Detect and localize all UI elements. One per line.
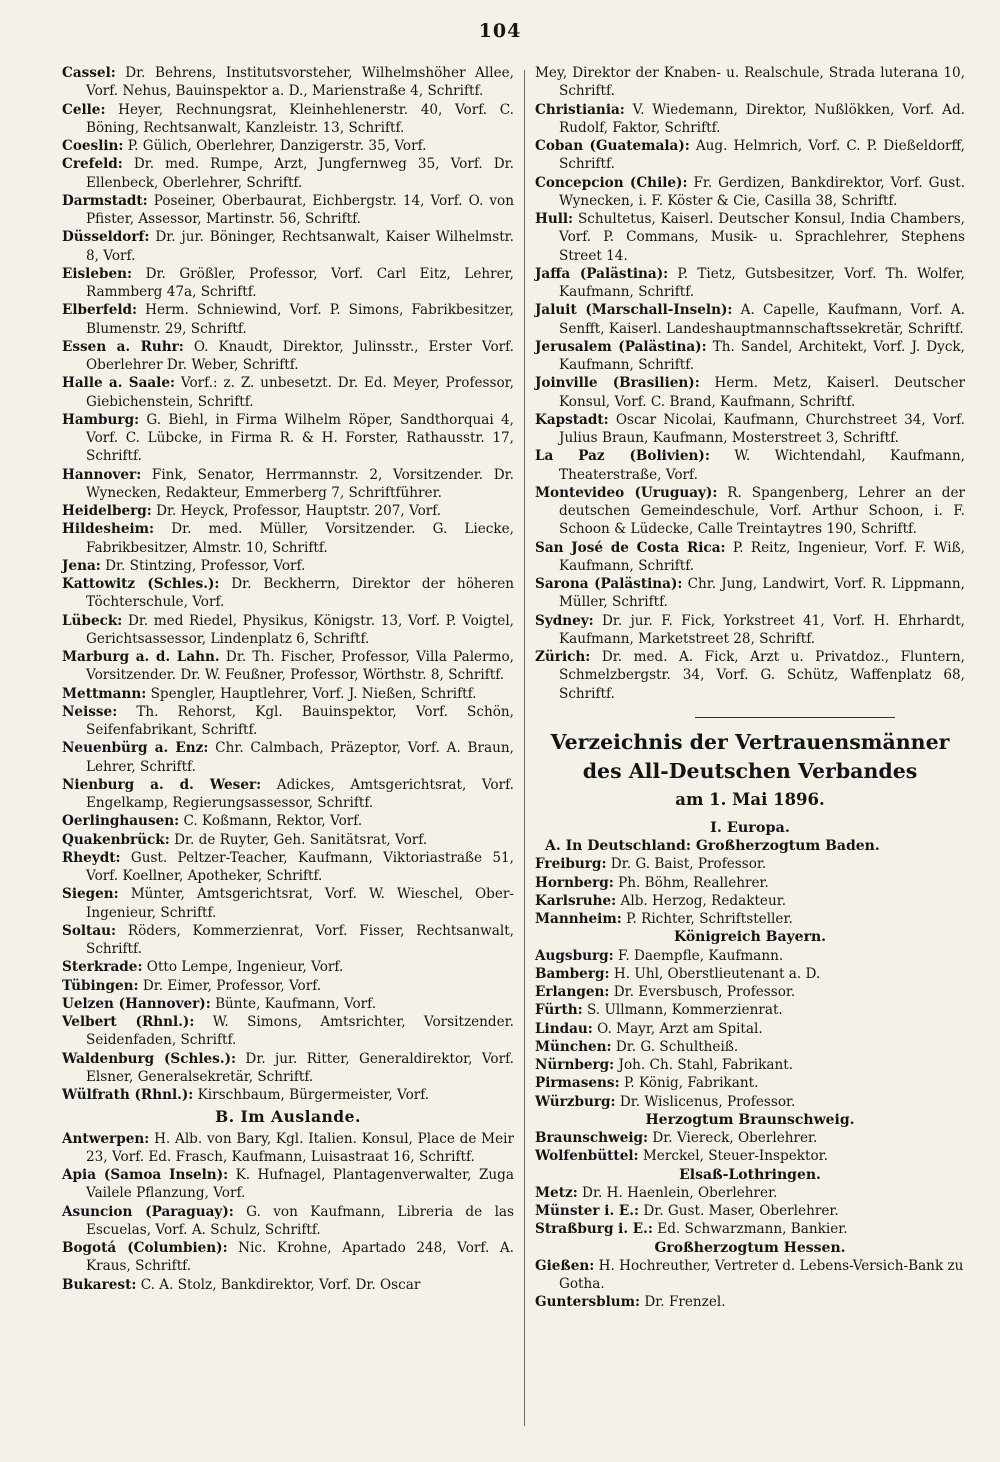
directory-entry (62, 831, 514, 849)
directory-entry (535, 1074, 965, 1092)
entry-place: Metz: (535, 1184, 578, 1201)
directory-entry (62, 301, 514, 338)
entry-place: Lindau: (535, 1020, 593, 1037)
entry-place: Hildesheim: (62, 521, 155, 538)
directory-entry (535, 301, 965, 338)
entry-place: Marburg a. d. Lahn. (62, 649, 220, 665)
directory-entry (62, 849, 514, 886)
entry-text: K. Hufnagel, Plantagenverwalter, Zuga Vailele Pflanzung, Vorf. (86, 1167, 514, 1202)
directory-entry (535, 1056, 965, 1074)
entry-place: Mannheim: (535, 911, 622, 927)
entry-place: Antwerpen: (62, 1130, 150, 1147)
entry-place: Sarona (Palästina): (535, 576, 683, 592)
entry-text: S. Ullmann, Kommerzienrat. (586, 1002, 783, 1019)
entry-text: C. A. Stolz, Bankdirektor, Vorf. Dr. Oscar (140, 1276, 421, 1293)
directory-entry (535, 539, 965, 576)
entry-text: W. Simons, Amtsrichter, Vorsitzender. Seidenfaden, Schriftf. (86, 1014, 514, 1049)
directory-entry (62, 1276, 514, 1294)
entry-place: Hornberg: (535, 874, 614, 891)
braunschweig-list (535, 1129, 965, 1166)
directory-entry (535, 174, 965, 211)
directory-entry (62, 885, 514, 922)
entry-text: Spengler, Hauptlehrer, Vorf. J. Nießen, Schriftf. (150, 685, 477, 702)
entry-text: P. Tietz, Gutsbesitzer, Vorf. Th. Wolfer, Kaufmann, Schriftf. (559, 265, 965, 300)
directory-entry (535, 1257, 965, 1294)
entry-place: Waldenburg (Schles.): (62, 1050, 237, 1067)
directory-entry (62, 520, 514, 557)
entry-text: Herm. Metz, Kaiserl. Deutscher Konsul, Vorf. C. Brand, Kaufmann, Schriftf. (559, 375, 966, 410)
entry-text: Dr. jur. Ritter, Generaldirektor, Vorf. Elsner, Generalsekretär, Schriftf. (86, 1050, 514, 1085)
column-divider (524, 70, 525, 1426)
entry-place: Tübingen: (62, 977, 139, 994)
entry-place: Wülfrath (Rhnl.): (62, 1087, 194, 1103)
entry-text: Dr. med. Rumpe, Arzt, Jungfernweg 35, Vorf. Dr. Ellenbeck, Oberlehrer, Schriftf. (86, 156, 514, 191)
directory-entry (62, 1239, 514, 1276)
entry-place: Hannover: (62, 466, 142, 483)
directory-entry (535, 411, 965, 448)
entry-text: Dr. jur. F. Fick, Yorkstreet 41, Vorf. H. Ehrhardt, Kaufmann, Marketstreet 28, Schriftf. (559, 612, 965, 647)
directory-entry (535, 374, 965, 411)
directory-entry (62, 64, 514, 101)
directory-entry (62, 958, 514, 976)
directory-entry (62, 1086, 514, 1104)
country-heading: A. In Deutschland: Großherzogtum Baden. (545, 838, 880, 854)
entry-place: Guntersblum: (535, 1294, 641, 1311)
entry-text: H. Hochreuther, Vertreter d. Lebens-Versich-Bank zu Gotha. (559, 1257, 964, 1292)
entry-place: Coban (Guatemala): (535, 138, 690, 154)
directory-entry (535, 484, 965, 539)
directory-entry (62, 1050, 514, 1087)
entry-place: Quakenbrück: (62, 831, 170, 848)
entry-place: Essen a. Ruhr: (62, 338, 184, 355)
directory-entry (62, 648, 514, 685)
entry-text: Dr. med. A. Fick, Arzt u. Privatdoz., Fluntern, Schmelzbergstr. 34, Vorf. G. Schütz, Waffenplatz 68, Schriftf. (559, 649, 965, 702)
braunschweig-heading: Herzogtum Braunschweig. (645, 1111, 855, 1128)
entry-place: Gießen: (535, 1257, 595, 1274)
directory-entry (535, 101, 965, 138)
directory-entry (535, 648, 965, 703)
entry-place: Erlangen: (535, 984, 610, 1000)
entry-place: Cassel: (62, 65, 116, 81)
directory-entry (535, 910, 965, 928)
directory-entry (62, 192, 514, 229)
entry-place: Münster i. E.: (535, 1203, 640, 1219)
entry-place: Augsburg: (535, 947, 614, 964)
directory-entry (62, 101, 514, 138)
entry-text: Nic. Krohne, Apartado 248, Vorf. A. Kraus, Schriftf. (86, 1240, 514, 1275)
directory-entry (535, 983, 965, 1001)
entry-text: Merckel, Steuer-Inspektor. (642, 1148, 828, 1165)
directory-entry (62, 1166, 514, 1203)
entry-place: Bukarest: (62, 1276, 137, 1293)
directory-entry (62, 466, 514, 503)
right-column (535, 64, 965, 1312)
left-column (62, 64, 514, 1294)
directory-entry (535, 210, 965, 265)
baden-list (535, 855, 965, 928)
directory-entry (62, 612, 514, 649)
entry-place: Bamberg: (535, 965, 610, 982)
directory-entry (535, 1293, 965, 1311)
entry-text: Alb. Herzog, Redakteur. (620, 892, 787, 909)
entry-place: Bogotá (Columbien): (62, 1240, 228, 1256)
directory-entry (62, 265, 514, 302)
entry-place: Darmstadt: (62, 192, 148, 209)
entry-text: Otto Lempe, Ingenieur, Vorf. (146, 959, 344, 976)
entry-text: Th. Sandel, Architekt, Vorf. J. Dyck, Kaufmann, Schriftf. (559, 338, 965, 373)
entry-text: P. König, Fabrikant. (623, 1075, 759, 1092)
entry-text: Chr. Calmbach, Präzeptor, Vorf. A. Braun, Lehrer, Schriftf. (86, 740, 514, 775)
entry-text: Dr. Eimer, Professor, Vorf. (142, 977, 322, 994)
entry-text: Dr. Frenzel. (644, 1294, 726, 1311)
entry-place: Concepcion (Chile): (535, 174, 688, 191)
entry-text: H. Alb. von Bary, Kgl. Italien. Konsul, Place de Meir 23, Vorf. Ed. Frasch, Kaufmann, Luisastraat 16, Schriftf. (86, 1130, 514, 1165)
directory-entry (62, 1013, 514, 1050)
directory-entry (535, 1129, 965, 1147)
directory-entry (535, 1147, 965, 1165)
directory-entry (62, 739, 514, 776)
entry-place: Rheydt: (62, 849, 121, 866)
list-date: am 1. Mai 1896. (675, 789, 825, 809)
entry-text: Dr. Beckherrn, Direktor der höheren Töchterschule, Vorf. (86, 576, 515, 611)
entry-text: Dr. Gust. Maser, Oberlehrer. (643, 1203, 839, 1219)
hessen-heading: Großherzogtum Hessen. (654, 1239, 846, 1256)
entry-place: Nürnberg: (535, 1057, 615, 1073)
entry-place: Kattowitz (Schles.): (62, 576, 220, 592)
directory-entry (62, 776, 514, 813)
entry-text: Röders, Kommerzienrat, Vorf. Fisser, Rechtsanwalt, Schriftf. (86, 922, 514, 957)
entry-text: G. von Kaufmann, Libreria de las Escuelas, Vorf. A. Schulz, Schriftf. (86, 1203, 514, 1238)
elsass-heading: Elsaß-Lothringen. (679, 1166, 821, 1183)
directory-entry (62, 1203, 514, 1240)
directory-entry (535, 1020, 965, 1038)
entry-place: Lübeck: (62, 612, 123, 629)
entry-place: Braunschweig: (535, 1130, 649, 1146)
entry-text: Dr. Eversbusch, Professor. (613, 984, 796, 1000)
directory-entry (62, 338, 514, 375)
directory-entry (535, 874, 965, 892)
entry-place: Elberfeld: (62, 302, 138, 319)
directory-entry (62, 922, 514, 959)
entry-text: Dr. Wislicenus, Professor. (619, 1093, 796, 1110)
entry-place: San José de Costa Rica: (535, 539, 726, 556)
entry-place: Pirmasens: (535, 1075, 620, 1092)
entry-place: Joinville (Brasilien): (535, 375, 700, 392)
entry-text: P. Gülich, Oberlehrer, Danzigerstr. 35, Vorf. (127, 138, 427, 154)
entry-place: Eisleben: (62, 265, 133, 282)
entry-text: F. Daempfle, Kaufmann. (618, 947, 784, 964)
entry-text: Dr. H. Haenlein, Oberlehrer. (582, 1184, 778, 1201)
entry-text: Chr. Jung, Landwirt, Vorf. R. Lippmann, Müller, Schriftf. (559, 576, 966, 611)
entry-place: Jerusalem (Palästina): (535, 338, 707, 355)
entry-place: Düsseldorf: (62, 229, 150, 246)
list-title-line-1: Verzeichnis der Vertrauensmänner (550, 729, 950, 754)
entry-place: Soltau: (62, 922, 117, 939)
entry-place: Würzburg: (535, 1093, 616, 1110)
directory-entry (535, 137, 965, 174)
entry-place: Kapstadt: (535, 411, 609, 428)
entry-text: Fink, Senator, Herrmannstr. 2, Vorsitzender. Dr. Wynecken, Redakteur, Emmerberg 7, Schriftführer. (86, 466, 514, 501)
entry-text: Fr. Gerdizen, Bankdirektor, Vorf. Gust. Wynecken, i. F. Köster & Cie, Casilla 38, Schriftf. (559, 174, 966, 209)
entry-text: Dr. Th. Fischer, Professor, Villa Palermo, Vorsitzender. Dr. W. Feußner, Professor, Wörthstr. 8, Schriftf. (86, 649, 514, 684)
entry-text: O. Knaudt, Direktor, Julinsstr., Erster Vorf. Oberlehrer Dr. Weber, Schriftf. (86, 338, 515, 373)
entry-place: Zürich: (535, 649, 591, 665)
entry-place: Hamburg: (62, 411, 140, 428)
directory-entry (535, 947, 965, 965)
entry-text: Joh. Ch. Stahl, Fabrikant. (618, 1057, 794, 1073)
entry-text: G. Biehl, in Firma Wilhelm Röper, Sandthorquai 4, Vorf. C. Lübcke, in Firma R. & H. Forster, Rathausstr. 17, Schriftf. (86, 411, 515, 465)
directory-entry (62, 703, 514, 740)
entry-text: Dr. Behrens, Institutsvorsteher, Wilhelmshöher Allee, Vorf. Nehus, Bauinspektor a. D., Marienstraße 4, Schriftf. (86, 65, 514, 100)
entry-text: Gust. Peltzer-Teacher, Kaufmann, Viktoriastraße 51, Vorf. Koellner, Apotheker, Schriftf. (86, 849, 514, 884)
directory-entry (62, 685, 514, 703)
entry-place: Neisse: (62, 703, 118, 720)
directory-entry (535, 64, 965, 101)
directory-entry (62, 155, 514, 192)
entry-text: Mey, Direktor der Knaben- u. Realschule, Strada luterana 10, Schriftf. (535, 65, 965, 100)
entry-text: Dr. de Ruyter, Geh. Sanitätsrat, Vorf. (174, 831, 428, 848)
abroad-heading: B. Im Auslande. (215, 1107, 361, 1127)
directory-entry (535, 338, 965, 375)
entry-place: Karlsruhe: (535, 892, 617, 909)
bayern-heading: Königreich Bayern. (673, 929, 827, 946)
entry-place: Velbert (Rhnl.): (62, 1014, 195, 1030)
entry-text: Ph. Böhm, Reallehrer. (618, 874, 769, 891)
directory-entry (535, 612, 965, 649)
directory-entry (62, 575, 514, 612)
directory-entry (535, 1184, 965, 1202)
entry-place: Jaffa (Palästina): (535, 265, 669, 282)
entry-text: W. Wichtendahl, Kaufmann, Theaterstraße, Vorf. (559, 448, 966, 483)
entry-text: Heyer, Rechnungsrat, Kleinhehlenerstr. 40, Vorf. C. Böning, Rechtsanwalt, Kanzleistr. 13, Schriftf. (86, 101, 514, 136)
entry-place: Halle a. Saale: (62, 375, 176, 392)
entry-text: Ed. Schwarzmann, Bankier. (657, 1221, 848, 1238)
directory-entry (535, 965, 965, 983)
entry-text: Th. Rehorst, Kgl. Bauinspektor, Vorf. Schön, Seifenfabrikant, Schriftf. (86, 703, 514, 738)
directory-entry (535, 575, 965, 612)
region-heading: I. Europa. (710, 818, 790, 836)
entry-text: Dr. Viereck, Oberlehrer. (652, 1130, 818, 1146)
entry-place: Apia (Samoa Inseln): (62, 1167, 229, 1183)
directory-entry (62, 977, 514, 995)
entry-text: O. Mayr, Arzt am Spital. (597, 1020, 763, 1037)
entry-place: Montevideo (Uruguay): (535, 484, 718, 501)
entry-place: Nienburg a. d. Weser: (62, 776, 262, 793)
directory-entry (535, 855, 965, 873)
entry-text: Dr. Heyck, Professor, Hauptstr. 207, Vorf. (156, 503, 442, 519)
entry-text: R. Spangenberg, Lehrer an der deutschen Gemeindeschule, Vorf. Arthur Schoon, i. F. Schoon & Lüdecke, Calle Treintaytres 190, Schriftf. (559, 484, 965, 538)
page-number: 104 (478, 20, 522, 42)
entry-text: Poseiner, Oberbaurat, Eichbergstr. 14, Vorf. O. von Pfister, Assessor, Martinstr. 56, Schriftf. (86, 192, 514, 227)
entry-text: Kirschbaum, Bürgermeister, Vorf. (197, 1087, 430, 1103)
entry-text: Dr. G. Baist, Professor. (610, 856, 767, 873)
directory-entry (62, 1130, 514, 1167)
bayern-list (535, 947, 965, 1111)
entry-place: München: (535, 1038, 612, 1055)
directory-entry (535, 892, 965, 910)
directory-entry (535, 1220, 965, 1238)
entry-text: Dr. G. Schultheiß. (615, 1038, 739, 1055)
hessen-list (535, 1257, 965, 1312)
directory-entry (62, 374, 514, 411)
entry-text: Schultetus, Kaiserl. Deutscher Konsul, India Chambers, Vorf. P. Commans, Musik- u. Sprachlehrer, Stephens Street 14. (559, 211, 966, 264)
entry-place: Sterkrade: (62, 959, 143, 976)
entry-place: Celle: (62, 101, 106, 118)
entry-place: Coeslin: (62, 138, 124, 154)
entry-text: Herm. Schniewind, Vorf. P. Simons, Fabrikbesitzer, Blumenstr. 29, Schriftf. (86, 302, 514, 337)
entry-text: Dr. Größler, Professor, Vorf. Carl Eitz, Lehrer, Rammberg 47a, Schriftf. (86, 265, 514, 300)
entry-text: Dr. med Riedel, Physikus, Königstr. 13, Vorf. P. Voigtel, Gerichtsassessor, Lindenplatz 6, Schriftf. (86, 612, 514, 647)
directory-entry (62, 411, 514, 466)
directory-entry (535, 447, 965, 484)
entry-text: H. Uhl, Oberstlieutenant a. D. (613, 965, 821, 982)
entry-place: Neuenbürg a. Enz: (62, 740, 209, 757)
directory-entry (535, 1001, 965, 1019)
directory-entry (62, 228, 514, 265)
entry-text: Dr. Stintzing, Professor, Vorf. (105, 557, 306, 574)
entry-place: Mettmann: (62, 685, 147, 702)
entry-place: Hull: (535, 211, 574, 227)
entry-place: Heidelberg: (62, 503, 152, 519)
entry-text: Bünte, Kaufmann, Vorf. (215, 995, 377, 1012)
entry-text: Adickes, Amtsgerichtsrat, Vorf. Engelkamp, Regierungsassessor, Schriftf. (86, 776, 514, 811)
entry-place: Freiburg: (535, 856, 607, 873)
entry-place: Uelzen (Hannover): (62, 995, 211, 1012)
abroad-entry-list (62, 1130, 514, 1294)
entry-place: Fürth: (535, 1002, 583, 1019)
entry-list (62, 64, 514, 1104)
directory-entry (535, 265, 965, 302)
directory-entry (62, 137, 514, 155)
entry-text: P. Reitz, Ingenieur, Vorf. F. Wiß, Kaufmann, Schriftf. (559, 539, 965, 574)
directory-entry (535, 1202, 965, 1220)
entry-place: Oerlinghausen: (62, 813, 180, 830)
continued-entry-list (535, 64, 965, 703)
elsass-list (535, 1184, 965, 1239)
directory-entry (62, 812, 514, 830)
entry-place: Siegen: (62, 886, 119, 903)
entry-text: Aug. Helmrich, Vorf. C. P. Dießeldorff, Schriftf. (559, 138, 966, 173)
entry-place: Jena: (62, 557, 101, 574)
list-title-line-2: des All-Deutschen Verbandes (582, 758, 918, 783)
entry-place: Asuncion (Paraguay): (62, 1203, 234, 1220)
entry-place: Straßburg i. E.: (535, 1221, 653, 1238)
directory-entry (62, 502, 514, 520)
directory-entry (535, 1038, 965, 1056)
entry-place: Christiania: (535, 101, 625, 118)
entry-text: Vorf.: z. Z. unbesetzt. Dr. Ed. Meyer, Professor, Giebichenstein, Schriftf. (86, 375, 514, 410)
entry-text: Dr. jur. Böninger, Rechtsanwalt, Kaiser Wilhelmstr. 8, Vorf. (86, 229, 514, 264)
entry-place: La Paz (Bolivien): (535, 448, 710, 465)
entry-text: A. Capelle, Kaufmann, Vorf. A. Senfft, Kaiserl. Landeshauptmannschaftssekretär, Schriftf. (559, 302, 965, 337)
entry-text: P. Richter, Schriftsteller. (626, 911, 793, 927)
directory-entry (62, 995, 514, 1013)
entry-place: Jaluit (Marschall-Inseln): (535, 302, 733, 319)
entry-place: Sydney: (535, 612, 594, 629)
entry-text: Dr. med. Müller, Vorsitzender. G. Liecke, Fabrikbesitzer, Almstr. 10, Schriftf. (86, 521, 514, 556)
entry-text: Oscar Nicolai, Kaufmann, Churchstreet 34, Vorf. Julius Braun, Kaufmann, Mosterstreet 3, Schriftf. (559, 411, 966, 446)
entry-text: V. Wiedemann, Direktor, Nußlökken, Vorf. Ad. Rudolf, Faktor, Schriftf. (559, 101, 965, 136)
entry-place: Crefeld: (62, 156, 123, 173)
section-rule (695, 717, 895, 718)
entry-place: Wolfenbüttel: (535, 1148, 639, 1165)
directory-entry (62, 557, 514, 575)
entry-text: Münter, Amtsgerichtsrat, Vorf. W. Wieschel, Ober-Ingenieur, Schriftf. (86, 886, 515, 921)
entry-text: C. Koßmann, Rektor, Vorf. (183, 813, 363, 830)
directory-entry (535, 1093, 965, 1111)
